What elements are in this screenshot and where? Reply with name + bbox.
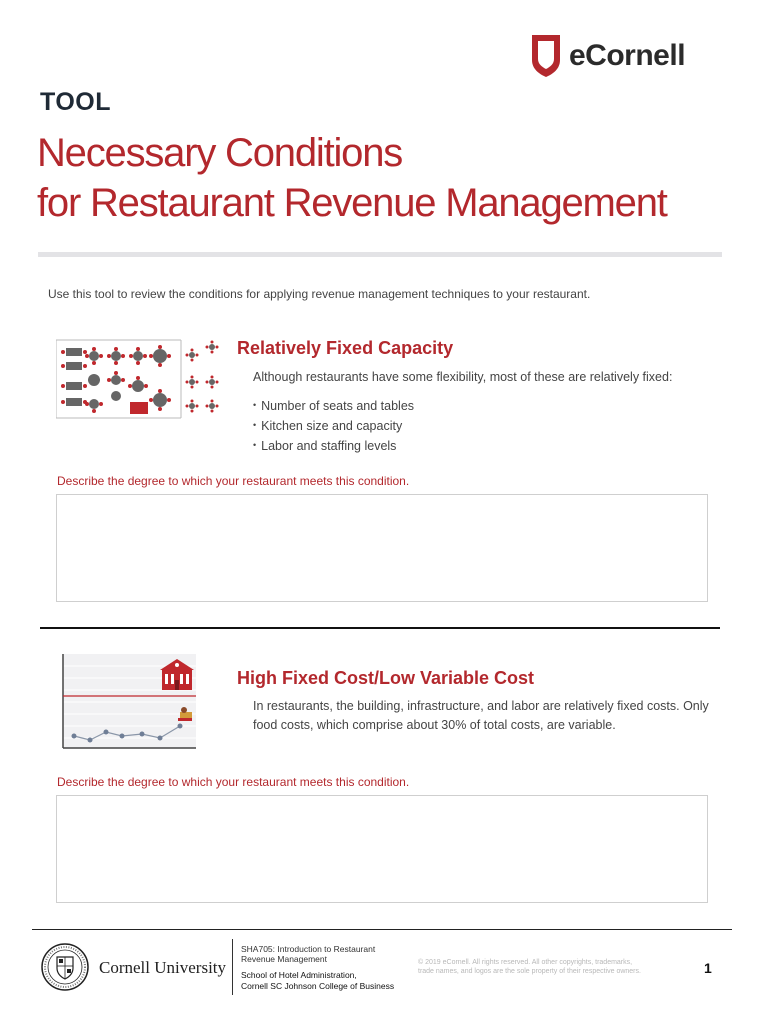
section-text-cost: In restaurants, the building, infrastructure, and labor are relatively fixed costs. Only food costs, which comprise about 30% of total costs, are variable. — [253, 699, 709, 732]
school-line-1: School of Hotel Administration, — [241, 970, 357, 980]
course-line-1: SHA705: Introduction to Restaurant — [241, 944, 376, 954]
university-name: Cornell University — [99, 958, 227, 977]
course-title — [241, 944, 375, 964]
shield-icon — [531, 34, 561, 78]
ecornell-logo — [531, 34, 685, 78]
prompt-cost: Describe the degree to which your restaurant meets this condition. — [57, 775, 410, 789]
cornell-seal-icon — [40, 942, 90, 992]
section-heading-cost: High Fixed Cost/Low Variable Cost — [237, 668, 535, 688]
section-divider — [40, 627, 720, 629]
footer-divider — [32, 929, 732, 930]
prompt-capacity: Describe the degree to which your restaurant meets this condition. — [57, 474, 410, 488]
copyright-line-2: trade names, and logos are the sole property of their respective owners. — [418, 968, 641, 975]
bullet-item: • Labor and staffing levels — [253, 436, 414, 456]
tool-label: TOOL — [40, 88, 111, 116]
school-line-2: Cornell SC Johnson College of Business — [241, 981, 395, 991]
section-heading-capacity: Relatively Fixed Capacity — [237, 338, 454, 358]
cost-chart-icon — [56, 652, 198, 750]
floor-plan-icon — [56, 338, 226, 420]
answer-box-cost[interactable] — [56, 795, 708, 903]
title-line-2: for Restaurant Revenue Management — [37, 181, 667, 225]
title-line-1: Necessary Conditions — [37, 131, 403, 175]
section-text-capacity: Although restaurants have some flexibility, most of these are relatively fixed: — [253, 370, 673, 384]
intro-text: Use this tool to review the conditions for applying revenue management techniques to your restaurant. — [48, 287, 591, 301]
footer-separator — [232, 939, 233, 995]
course-line-2: Revenue Management — [241, 954, 328, 964]
page-title — [37, 128, 667, 228]
school-name — [241, 970, 394, 992]
capacity-bullet-list — [253, 396, 414, 456]
answer-box-capacity[interactable] — [56, 494, 708, 602]
page-number: 1 — [704, 960, 712, 976]
brand-name: eCornell — [569, 39, 686, 72]
title-divider — [38, 252, 722, 257]
copyright-line-1: © 2019 eCornell. All rights reserved. All other copyrights, trademarks, — [418, 959, 633, 966]
bullet-item: • Number of seats and tables — [253, 396, 414, 416]
bullet-item: • Kitchen size and capacity — [253, 416, 414, 436]
copyright-notice — [418, 958, 688, 976]
